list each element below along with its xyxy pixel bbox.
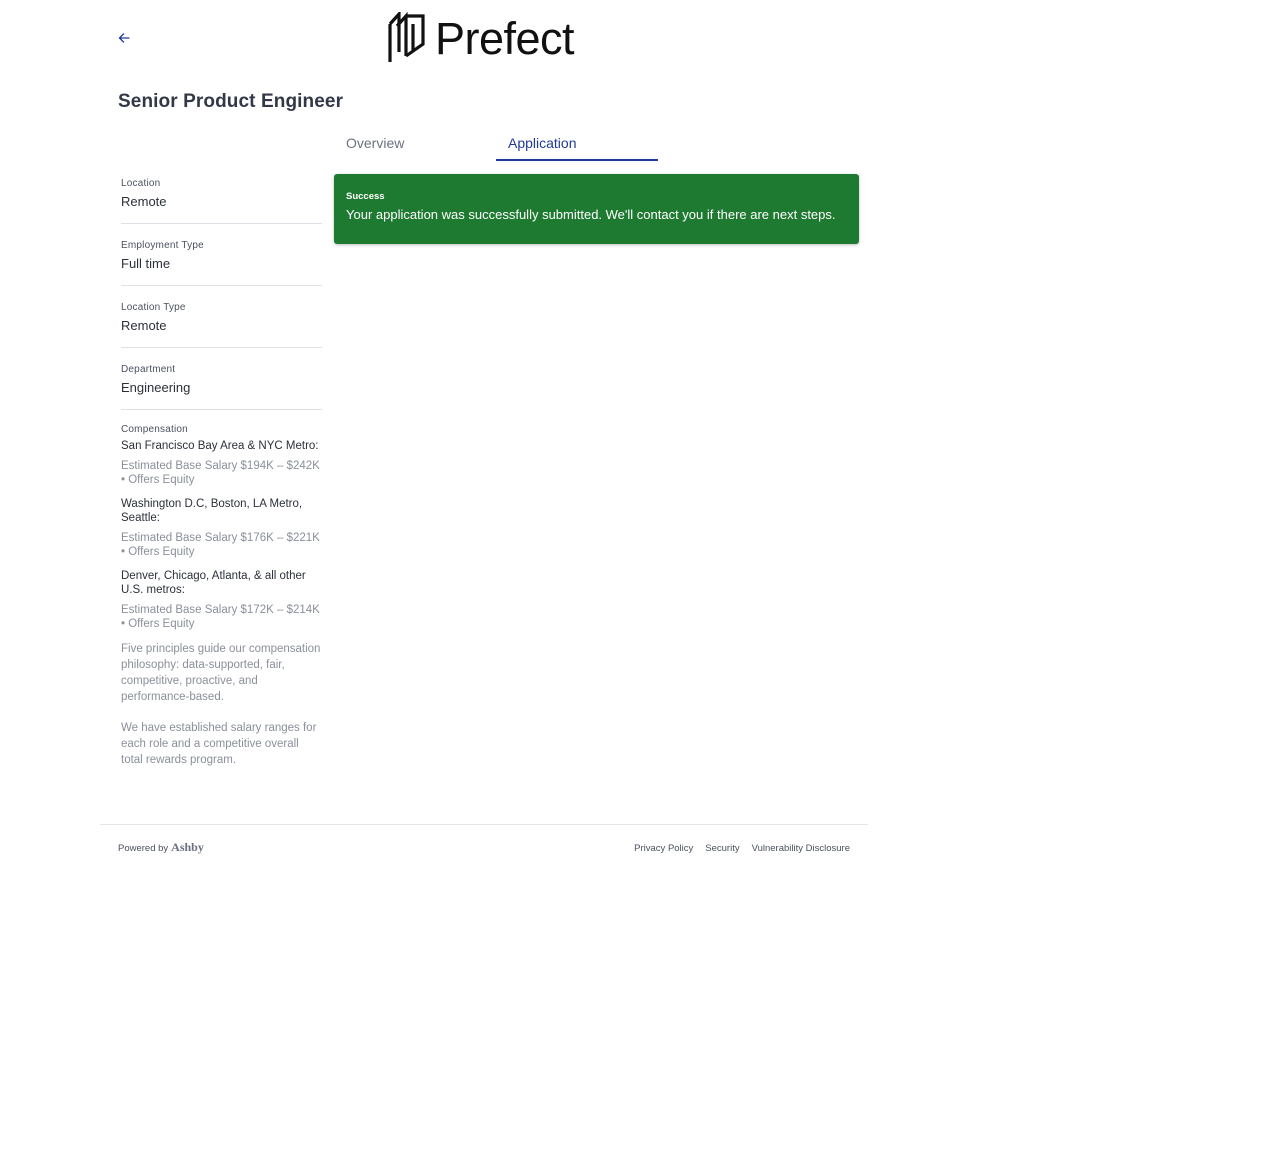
location-label: Location	[121, 178, 161, 189]
security-link[interactable]: Security	[705, 843, 740, 854]
powered-by-text: Powered by	[118, 843, 169, 854]
company-logo[interactable]	[387, 12, 574, 64]
compensation-section	[121, 424, 322, 768]
location-type-value: Remote	[121, 318, 167, 333]
employment-type-value: Full time	[121, 256, 171, 271]
location-field	[121, 176, 322, 224]
footer-links	[634, 843, 850, 854]
ashby-logo: Ashby	[171, 840, 204, 854]
location-value: Remote	[121, 194, 167, 209]
location-type-field	[121, 300, 322, 348]
comp-region-sf-nyc: San Francisco Bay Area & NYC Metro:	[121, 440, 319, 452]
department-label: Department	[121, 364, 176, 375]
arrow-left-icon	[118, 33, 130, 43]
comp-salary-sf-nyc: Estimated Base Salary $194K – $242K • Offers Equity	[121, 459, 320, 486]
privacy-policy-link[interactable]: Privacy Policy	[634, 843, 694, 854]
employment-type-label: Employment Type	[121, 240, 204, 251]
back-button[interactable]	[114, 28, 134, 48]
compensation-philosophy-note: Five principles guide our compensation philosophy: data-supported, fair, competitive, proactive, and performance-based.	[121, 642, 321, 703]
alert-title: Success	[346, 191, 385, 202]
comp-salary-dc-boston-la-seattle: Estimated Base Salary $176K – $221K • Offers Equity	[121, 531, 320, 558]
success-alert	[334, 174, 859, 244]
prefect-logo-icon	[387, 12, 427, 64]
vulnerability-disclosure-link[interactable]: Vulnerability Disclosure	[751, 843, 850, 854]
department-value: Engineering	[121, 380, 191, 395]
location-type-label: Location Type	[121, 302, 186, 313]
alert-message: Your application was successfully submitted. We'll contact you if there are next steps.	[346, 207, 836, 222]
employment-type-field	[121, 238, 322, 286]
tab-bar	[334, 127, 859, 161]
comp-region-other-metros: Denver, Chicago, Atlanta, & all other U.S. metros:	[121, 569, 306, 596]
job-details-sidebar	[121, 176, 322, 783]
salary-ranges-note: We have established salary ranges for each role and a competitive overall total rewards program.	[121, 721, 317, 766]
comp-region-dc-boston-la-seattle: Washington D.C, Boston, LA Metro, Seattle:	[121, 497, 303, 524]
comp-salary-other-metros: Estimated Base Salary $172K – $214K • Offers Equity	[121, 603, 320, 630]
tab-application[interactable]: Application	[496, 127, 658, 161]
footer-divider	[100, 824, 868, 825]
tab-overview[interactable]: Overview	[346, 135, 405, 151]
department-field	[121, 362, 322, 410]
powered-by-ashby-link[interactable]	[118, 840, 204, 855]
logo-wordmark: Prefect	[435, 12, 575, 64]
page-title: Senior Product Engineer	[118, 91, 344, 112]
compensation-label: Compensation	[121, 424, 188, 435]
